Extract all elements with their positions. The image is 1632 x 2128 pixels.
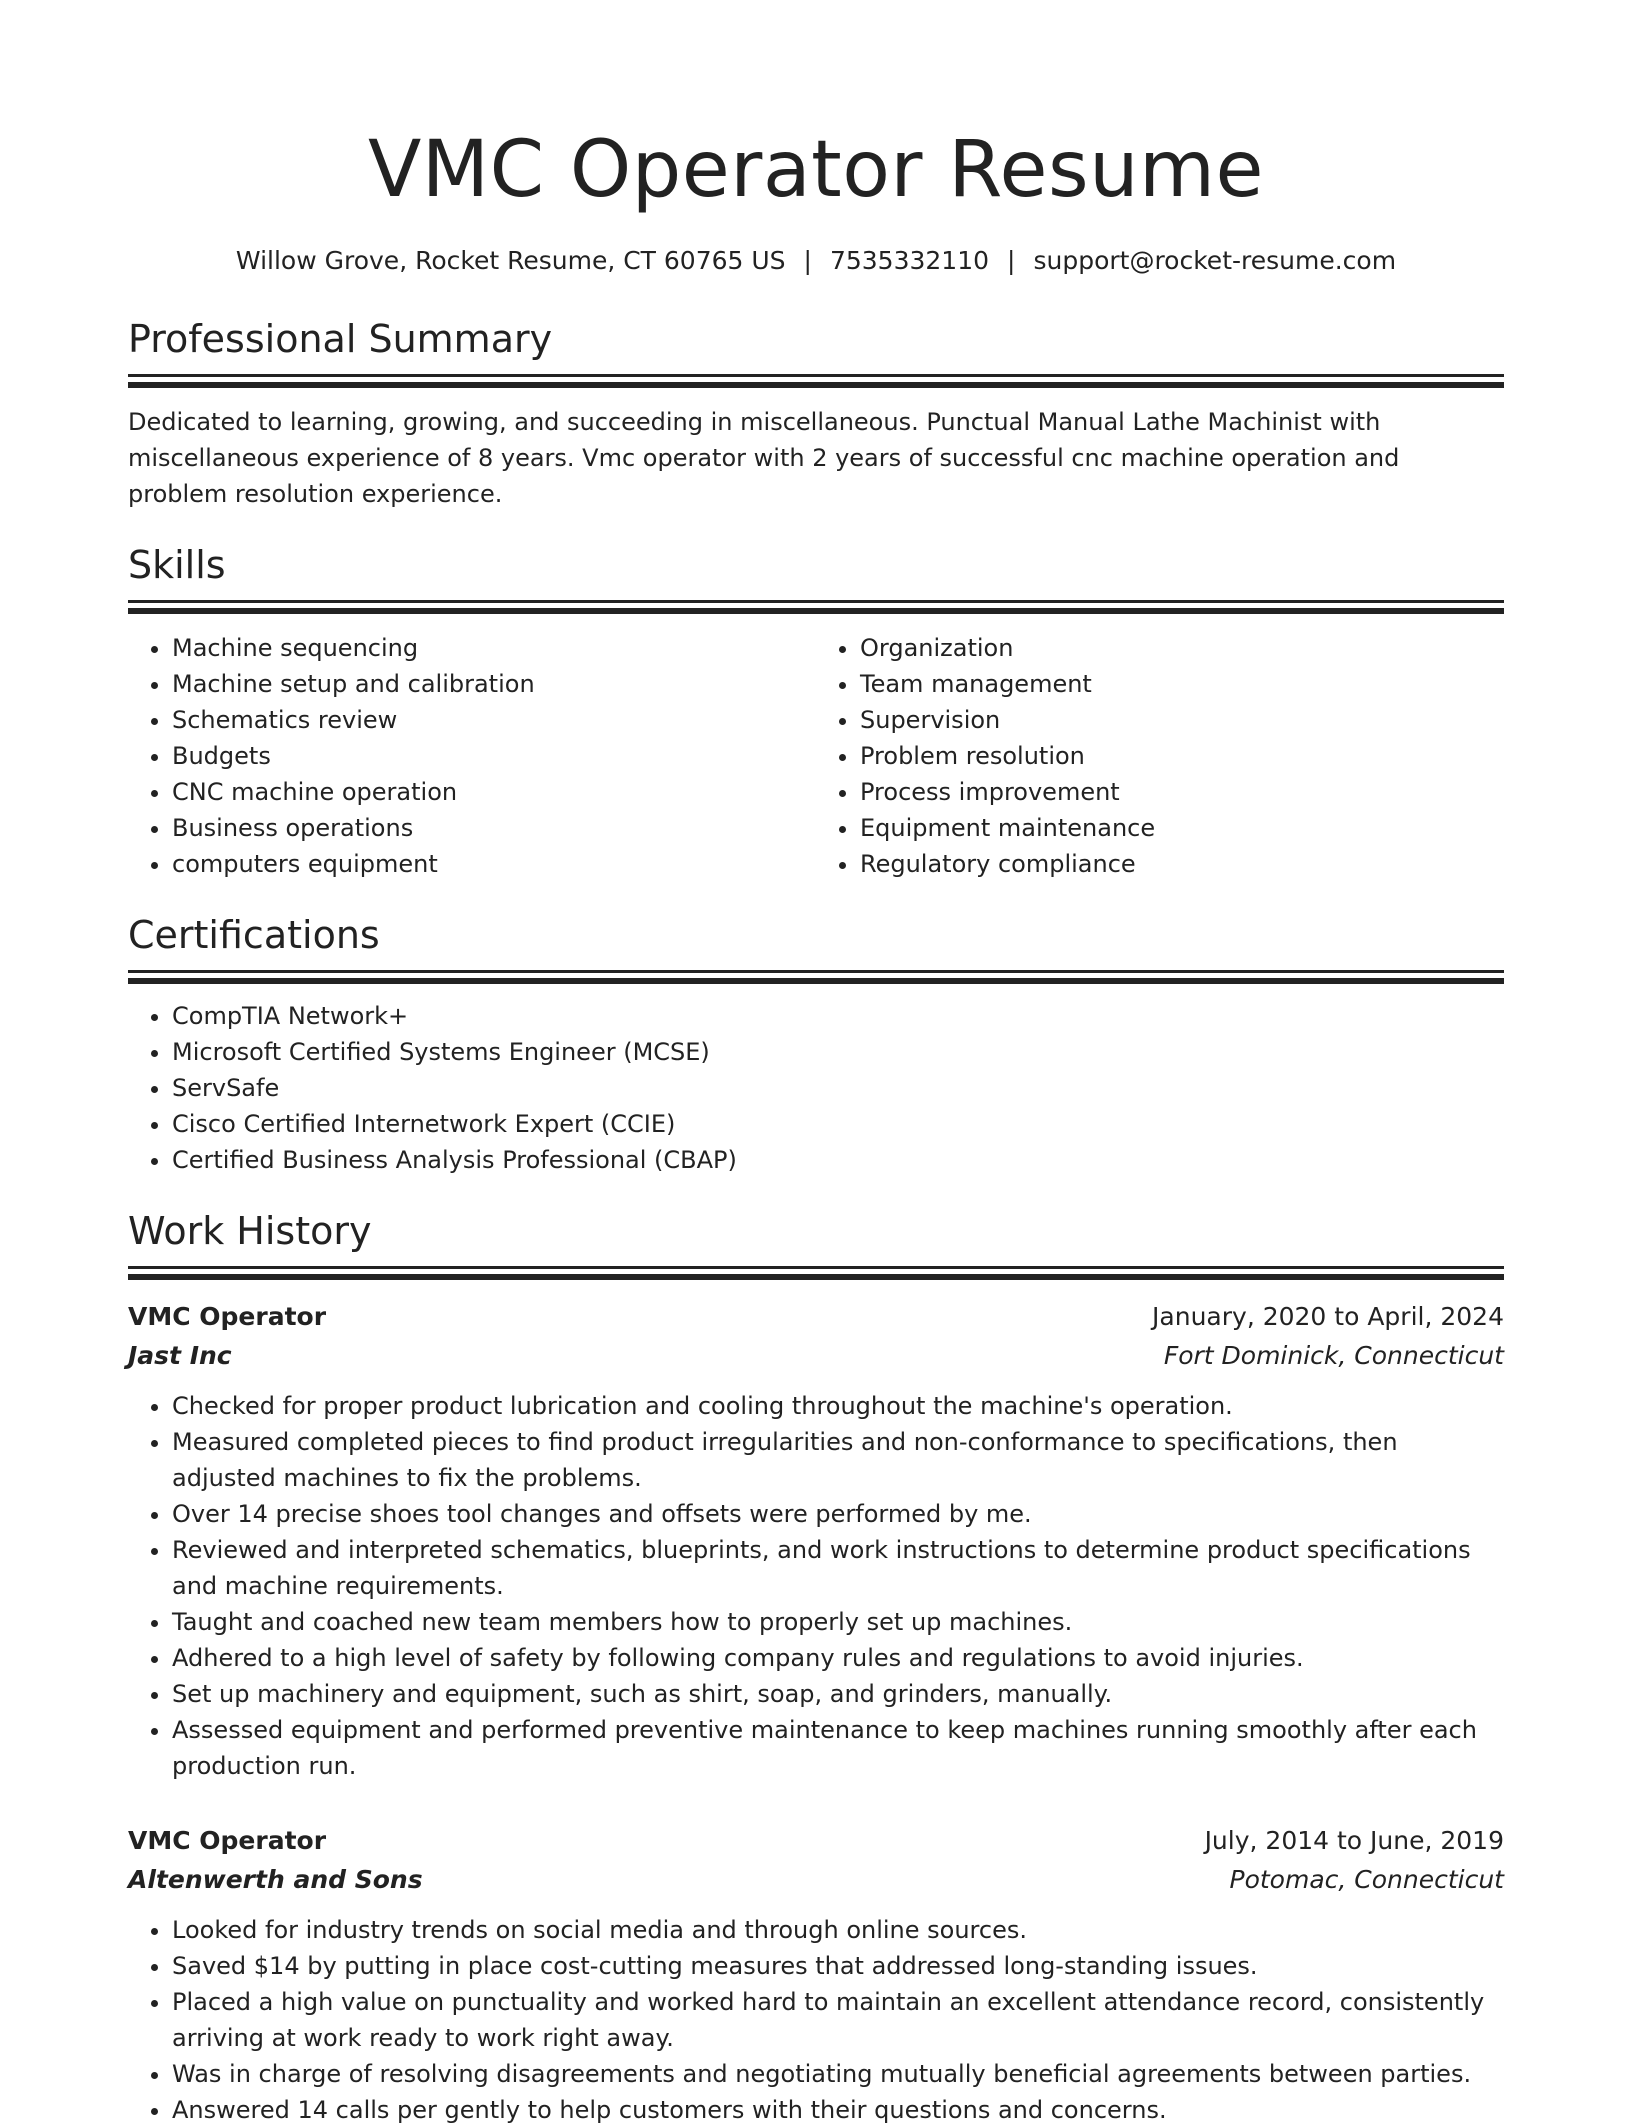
skill-item: • Problem resolution (860, 738, 1504, 774)
skill-item: • Schematics review (172, 702, 816, 738)
contact-separator: | (803, 246, 812, 275)
job-header (128, 1822, 1504, 1860)
job-dates: July, 2014 to June, 2019 (1204, 1826, 1504, 1855)
certification-item: • ServSafe (172, 1070, 1504, 1106)
summary-section (128, 314, 1504, 512)
job-bullet: • Saved $14 by putting in place cost-cutting measures that addressed long-standing issues. (172, 1948, 1504, 1984)
section-heading-work-history: Work History (128, 1209, 372, 1253)
section-divider (128, 978, 1504, 984)
skill-item: • Supervision (860, 702, 1504, 738)
section-heading-skills: Skills (128, 543, 226, 587)
section-heading-summary: Professional Summary (128, 317, 553, 361)
job-bullet: • Reviewed and interpreted schematics, blueprints, and work instructions to determine product specifications and machine requirements. (172, 1532, 1504, 1604)
job-bullet: • Placed a high value on punctuality and worked hard to maintain an excellent attendance record, consistently arriving at work ready to work right away. (172, 1984, 1504, 2056)
job-bullets (128, 1912, 1504, 2128)
job-bullet: • Over 14 precise shoes tool changes and offsets were performed by me. (172, 1496, 1504, 1532)
skill-item: • Equipment maintenance (860, 810, 1504, 846)
job-subheader (128, 1860, 1504, 1900)
skills-list-right (816, 630, 1504, 882)
skills-columns (128, 630, 1504, 882)
certification-item: • Microsoft Certified Systems Engineer (MCSE) (172, 1034, 1504, 1070)
skill-item: • Budgets (172, 738, 816, 774)
job-title: VMC Operator (128, 1826, 327, 1855)
skill-item: • Business operations (172, 810, 816, 846)
contact-email: support@rocket-resume.com (1033, 246, 1397, 275)
resume-title: VMC Operator Resume (367, 125, 1265, 215)
job-title: VMC Operator (128, 1302, 327, 1331)
job-bullet: • Checked for proper product lubrication and cooling throughout the machine's operation. (172, 1388, 1504, 1424)
skill-item: • Regulatory compliance (860, 846, 1504, 882)
contact-line (128, 244, 1504, 278)
skill-item: • CNC machine operation (172, 774, 816, 810)
job-company: Jast Inc (128, 1341, 232, 1370)
skill-item: • Machine setup and calibration (172, 666, 816, 702)
job-bullet: • Set up machinery and equipment, such as shirt, soap, and grinders, manually. (172, 1676, 1504, 1712)
skill-item: • Process improvement (860, 774, 1504, 810)
job-company: Altenwerth and Sons (128, 1865, 423, 1894)
job-header (128, 1298, 1504, 1336)
contact-address: Willow Grove, Rocket Resume, CT 60765 US (235, 246, 786, 275)
section-divider (128, 382, 1504, 388)
skills-section (128, 540, 1504, 882)
summary-text: Dedicated to learning, growing, and succeeding in miscellaneous. Punctual Manual Lathe Machinist with miscellaneous experience of 8 years. Vmc operator with 2 years of successful cnc machine operation and problem resolution experience. (128, 408, 1400, 508)
section-divider (128, 600, 1504, 603)
job-bullet: • Measured completed pieces to find product irregularities and non-conformance to specifications, then adjusted machines to fix the problems. (172, 1424, 1504, 1496)
job-bullet: • Answered 14 calls per gently to help customers with their questions and concerns. (172, 2092, 1504, 2128)
section-divider (128, 1274, 1504, 1280)
job-bullet: • Looked for industry trends on social media and through online sources. (172, 1912, 1504, 1948)
job-bullets (128, 1388, 1504, 1784)
certification-item: • CompTIA Network+ (172, 998, 1504, 1034)
skills-list-left (128, 630, 816, 882)
resume-page (128, 0, 1504, 2128)
section-heading-certifications: Certifications (128, 913, 380, 957)
job-entry (128, 1298, 1504, 1784)
section-divider (128, 1266, 1504, 1269)
section-divider (128, 374, 1504, 377)
section-divider (128, 608, 1504, 614)
job-bullet: • Adhered to a high level of safety by following company rules and regulations to avoid injuries. (172, 1640, 1504, 1676)
work-history-section (128, 1206, 1504, 2128)
certifications-section (128, 910, 1504, 1178)
skill-item: • computers equipment (172, 846, 816, 882)
certifications-list (128, 998, 1504, 1178)
skill-item: • Team management (860, 666, 1504, 702)
job-entry (128, 1822, 1504, 2128)
skill-item: • Machine sequencing (172, 630, 816, 666)
certification-item: • Cisco Certified Internetwork Expert (CCIE) (172, 1106, 1504, 1142)
job-bullet: • Taught and coached new team members how to properly set up machines. (172, 1604, 1504, 1640)
contact-phone: 7535332110 (829, 246, 990, 275)
job-subheader (128, 1336, 1504, 1376)
job-location: Potomac, Connecticut (1229, 1865, 1504, 1894)
certification-item: • Certified Business Analysis Professional (CBAP) (172, 1142, 1504, 1178)
section-divider (128, 970, 1504, 973)
job-bullet: • Assessed equipment and performed preventive maintenance to keep machines running smoothly after each production run. (172, 1712, 1504, 1784)
job-dates: January, 2020 to April, 2024 (1152, 1302, 1504, 1331)
contact-separator: | (1007, 246, 1016, 275)
skill-item: • Organization (860, 630, 1504, 666)
job-location: Fort Dominick, Connecticut (1163, 1341, 1504, 1370)
job-bullet: • Was in charge of resolving disagreements and negotiating mutually beneficial agreements between parties. (172, 2056, 1504, 2092)
